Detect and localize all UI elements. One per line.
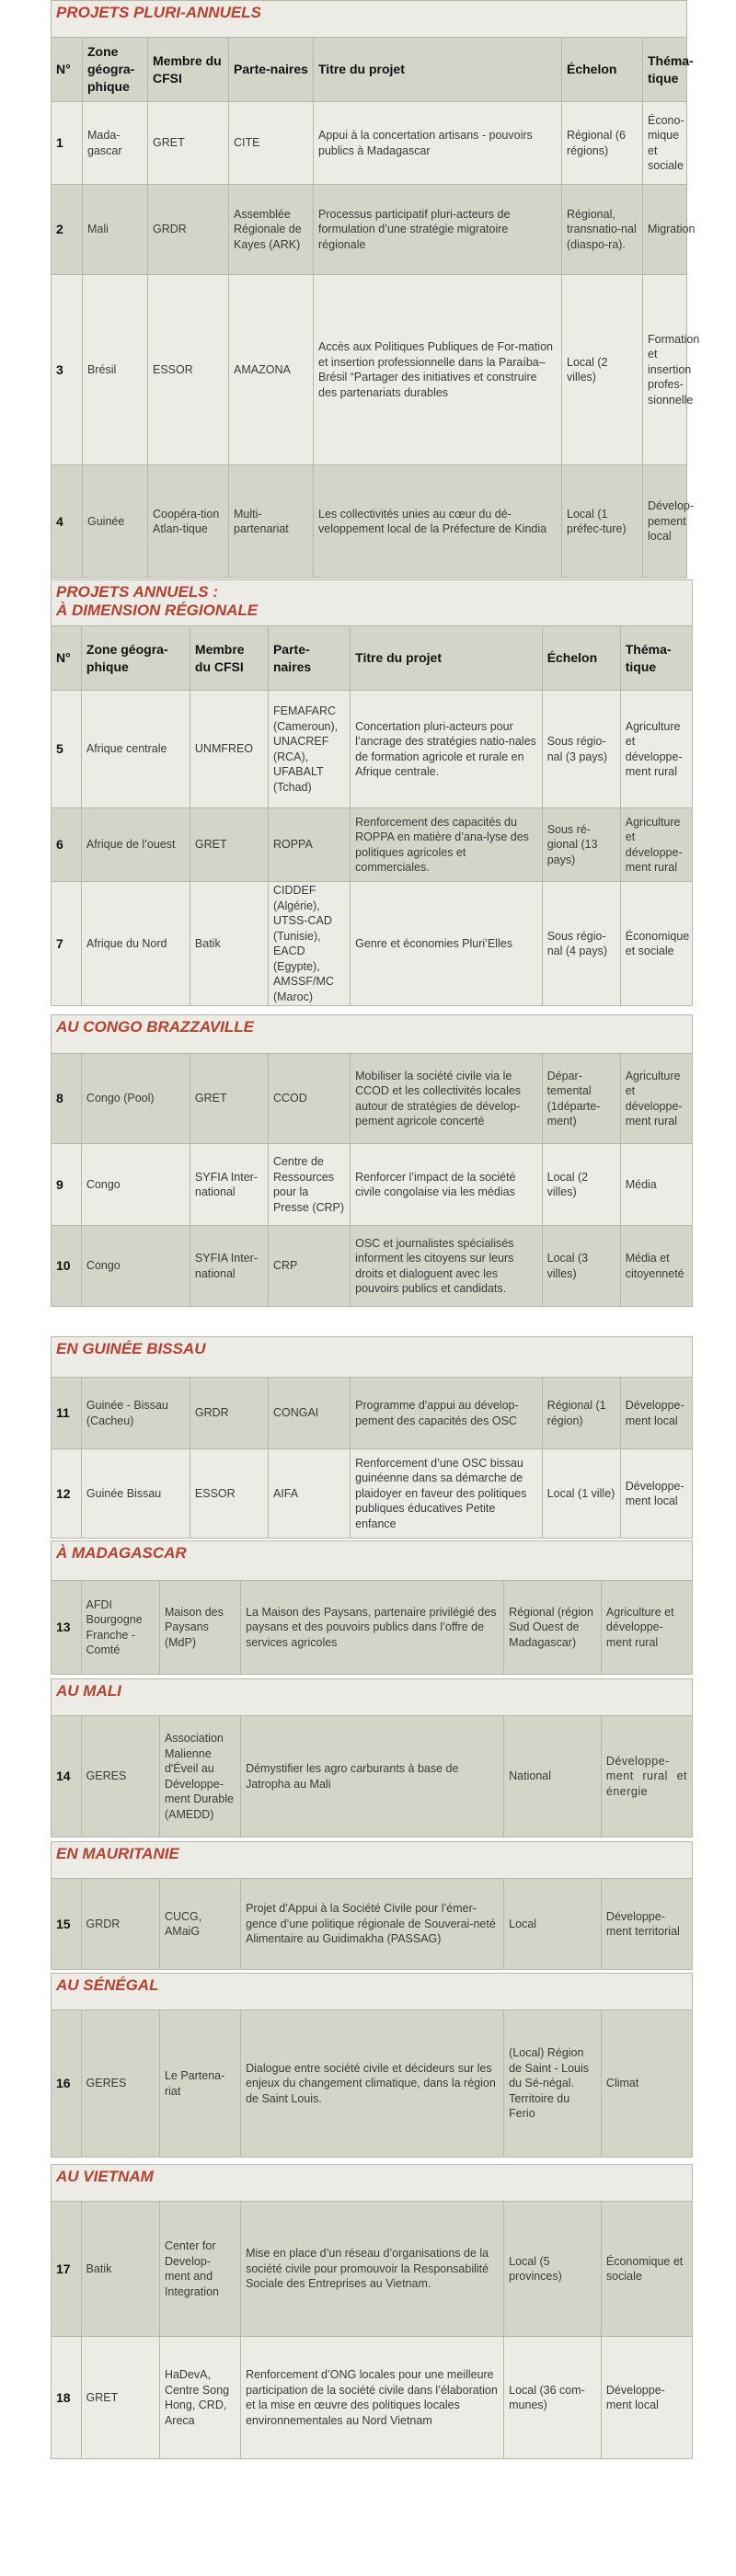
header-zone: Zone géogra-phique [81,626,190,691]
cell-partenaires: Centre de Ressources pour la Presse (CRP) [268,1144,350,1226]
cell-partenaires: HaDevA, Centre Song Hong, CRD, Areca [159,2337,240,2459]
table-row [52,102,687,185]
table-row [52,275,687,465]
header-titre: Titre du projet [314,38,562,102]
cell-echelon: Local (3 villes) [542,1226,620,1307]
cell-thematique: Développe-ment local [601,2337,692,2459]
header-echelon: Échelon [562,38,643,102]
cell-zone: Congo [81,1144,190,1226]
header-partenaires: Parte-naires [229,38,314,102]
cell-num: 17 [52,2202,82,2337]
cell-titre: Concertation pluri-acteurs pour l’ancrage des stratégies natio-nales de formation agricole et rurale en Afrique centrale. [351,691,543,808]
cell-membre: SYFIA Inter-national [190,1144,268,1226]
cell-partenaires: CIDDEF (Algérie), UTSS-CAD (Tunisie), EACD (Egypte), AMSSF/MC (Maroc) [268,882,350,1006]
cell-thematique: Agriculture et développe-ment rural [620,691,692,808]
cell-thematique: Économique et sociale [620,882,692,1006]
cell-echelon: Régional (1 région) [542,1378,620,1449]
table-mauritanie [51,1841,693,1970]
cell-titre: Renforcer l’impact de la société civile congolaise via les médias [351,1144,543,1226]
table-row [52,808,693,882]
cell-zone: Guinée - Bissau (Cacheu) [81,1378,190,1449]
cell-thematique: Développe-ment local [620,1449,692,1539]
table-madagascar [51,1540,693,1675]
cell-titre: OSC et journalistes spécialisés informent les citoyens sur leurs droits et dialoguent avec les pouvoirs publics et candidats. [351,1226,543,1307]
header-membre: Membre du CFSI [148,38,229,102]
cell-thematique: Climat [601,2010,692,2158]
cell-num: 10 [52,1226,82,1307]
table-projets-pluri-annuels [51,0,700,578]
cell-num: 15 [52,1879,82,1970]
table-row [52,185,687,275]
table-row [52,691,693,808]
table-row [52,1144,693,1226]
cell-membre: Coopéra-tion Atlan-tique [148,465,229,578]
cell-partenaires: Le Partena-riat [159,2010,240,2158]
cell-echelon: Local [504,1879,602,1970]
cell-thematique: Formation et insertion profes-sionnelle [643,275,687,465]
cell-thematique: Média et citoyenneté [620,1226,692,1307]
section-title-line-1: PROJETS ANNUELS : [56,583,219,601]
section-title-line-2: À DIMENSION RÉGIONALE [56,601,259,619]
cell-partenaires: CUCG, AMaiG [159,1879,240,1970]
table-congo-brazzaville [51,1014,693,1307]
cell-echelon: Régional (6 régions) [562,102,643,185]
cell-num: 4 [52,465,83,578]
cell-membre: Batik [190,882,268,1006]
table-senegal [51,1973,693,2158]
cell-zone: Afrique centrale [81,691,190,808]
cell-zone: Congo [81,1226,190,1307]
cell-zone: Mada-gascar [83,102,148,185]
header-partenaires: Parte-naires [268,626,350,691]
cell-titre: Programme d'appui au dévelop-pement des capacités des OSC [351,1378,543,1449]
cell-thematique: Migration [643,185,687,275]
cell-num: 7 [52,882,82,1006]
cell-num: 9 [52,1144,82,1226]
cell-membre: ESSOR [190,1449,268,1539]
header-echelon: Échelon [542,626,620,691]
cell-num: 3 [52,275,83,465]
cell-membre: GERES [81,1716,159,1838]
cell-titre: Mobiliser la société civile via le CCOD et les collectivités locales autour de stratégies de dévelop-pement agricole concerté [351,1054,543,1144]
table-row [52,1879,693,1970]
header-thematique: Théma-tique [643,38,687,102]
cell-membre: SYFIA Inter-national [190,1226,268,1307]
cell-thematique: Agriculture et développe-ment rural [601,1581,692,1675]
cell-membre: GRET [190,808,268,882]
header-membre: Membre du CFSI [190,626,268,691]
cell-echelon: Local (5 provinces) [504,2202,602,2337]
cell-partenaires: Center for Develop-ment and Integration [159,2202,240,2337]
header-thematique: Théma-tique [620,626,692,691]
section-title: À MADAGASCAR [52,1541,693,1581]
cell-zone: Congo (Pool) [81,1054,190,1144]
cell-num: 6 [52,808,82,882]
section-title: AU MALI [52,1679,693,1716]
cell-echelon: Régional (région Sud Ouest de Madagascar) [504,1581,602,1675]
cell-zone: Guinée Bissau [81,1449,190,1539]
cell-partenaires: CONGAI [268,1378,350,1449]
cell-thematique: Écono-mique et sociale [643,102,687,185]
cell-zone: Afrique de l’ouest [81,808,190,882]
cell-echelon: Sous régio-nal (3 pays) [542,691,620,808]
cell-echelon: Local (2 villes) [562,275,643,465]
cell-thematique: Dévelop-pement local [643,465,687,578]
header-titre: Titre du projet [351,626,543,691]
table-row [52,882,693,1006]
table-row [52,2010,693,2158]
cell-echelon: Local (1 ville) [542,1449,620,1539]
section-title: AU SÉNÉGAL [52,1974,693,2010]
cell-num: 2 [52,185,83,275]
cell-num: 13 [52,1581,82,1675]
cell-membre: GRDR [190,1378,268,1449]
table-row [52,2337,693,2459]
cell-membre: ESSOR [148,275,229,465]
cell-num: 16 [52,2010,82,2158]
cell-titre: Les collectivités unies au cœur du dé-veloppement local de la Préfecture de Kindia [314,465,562,578]
cell-zone: Mali [83,185,148,275]
cell-partenaires: FEMAFARC (Cameroun), UNACREF (RCA), UFABALT (Tchad) [268,691,350,808]
cell-num: 8 [52,1054,82,1144]
header-num: N° [52,626,82,691]
cell-membre: UNMFREO [190,691,268,808]
cell-echelon: Local (2 villes) [542,1144,620,1226]
cell-thematique: Agriculture et développe-ment rural [620,808,692,882]
cell-num: 14 [52,1716,82,1838]
cell-membre: GRET [148,102,229,185]
cell-partenaires: Maison des Paysans (MdP) [159,1581,240,1675]
cell-num: 5 [52,691,82,808]
header-zone: Zone géogra-phique [83,38,148,102]
table-row [52,1226,693,1307]
cell-num: 12 [52,1449,82,1539]
cell-echelon: Local (36 com-munes) [504,2337,602,2459]
cell-titre: Accès aux Politiques Publiques de For-mation et insertion professionnelle dans la Paraíba– Brésil “Partager des initiatives et construire des partenariats durables [314,275,562,465]
cell-titre: La Maison des Paysans, partenaire privilégié des paysans et des pouvoirs publics dans l’offre de services agricoles [241,1581,504,1675]
cell-partenaires: CITE [229,102,314,185]
cell-membre: GRET [81,2337,159,2459]
cell-partenaires: CCOD [268,1054,350,1144]
cell-membre: AFDI Bourgogne Franche -Comté [81,1581,159,1675]
cell-membre: GRDR [81,1879,159,1970]
cell-thematique: Développe-ment local [620,1378,692,1449]
table-vietnam [51,2164,693,2459]
section-title: EN GUINÉE BISSAU [52,1337,693,1378]
cell-partenaires: CRP [268,1226,350,1307]
cell-titre: Renforcement des capacités du ROPPA en matière d’ana-lyse des politiques agricoles et commerciales. [351,808,543,882]
cell-titre: Projet d’Appui à la Société Civile pour l’émer-gence d’une politique régionale de Souverai-neté Alimentaire au Guidimakha (PASSAG) [241,1879,504,1970]
table-row [52,2202,693,2337]
cell-partenaires: AIFA [268,1449,350,1539]
cell-titre: Renforcement d’une OSC bissau guinéenne dans sa démarche de plaidoyer en faveur des politiques publiques éducatives Petite enfance [351,1449,543,1539]
table-row [52,1581,693,1675]
cell-titre: Mise en place d’un réseau d’organisations de la société civile pour promouvoir la Responsabilité Sociale des Entreprises au Vietnam. [241,2202,504,2337]
cell-echelon: Sous régio-nal (4 pays) [542,882,620,1006]
cell-zone: Brésil [83,275,148,465]
cell-titre: Genre et économies Pluri’Elles [351,882,543,1006]
cell-zone: Guinée [83,465,148,578]
cell-thematique: Économique et sociale [601,2202,692,2337]
cell-num: 1 [52,102,83,185]
cell-membre: GERES [81,2010,159,2158]
cell-num: 11 [52,1378,82,1449]
cell-partenaires: AMAZONA [229,275,314,465]
cell-titre: Appui à la concertation artisans - pouvoirs publics à Madagascar [314,102,562,185]
section-title [52,580,693,626]
cell-echelon: Sous ré-gional (13 pays) [542,808,620,882]
table-row [52,1449,693,1539]
table-row [52,1378,693,1449]
cell-partenaires: Multi-partenariat [229,465,314,578]
cell-num: 18 [52,2337,82,2459]
cell-partenaires: Association Malienne d'Éveil au Développe-ment Durable (AMEDD) [159,1716,240,1838]
table-projets-annuels-regionale [51,579,693,1006]
cell-titre: Processus participatif pluri-acteurs de formulation d’une stratégie migratoire régionale [314,185,562,275]
table-mali [51,1678,693,1838]
cell-membre: GRET [190,1054,268,1144]
cell-partenaires: Assemblée Régionale de Kayes (ARK) [229,185,314,275]
cell-echelon: Dépar-temental (1départe-ment) [542,1054,620,1144]
cell-thematique: Développe-ment rural et énergie [601,1716,692,1838]
cell-titre: Renforcement d’ONG locales pour une meilleure participation de la société civile dans l’élaboration et la mise en œuvre des politiques locales environnementales au Nord Vietnam [241,2337,504,2459]
cell-titre: Démystifier les agro carburants à base de Jatropha au Mali [241,1716,504,1838]
table-row [52,1054,693,1144]
section-title: PROJETS PLURI-ANNUELS [52,1,687,38]
cell-echelon: National [504,1716,602,1838]
cell-thematique: Média [620,1144,692,1226]
cell-titre: Dialogue entre société civile et décideurs sur les enjeux du changement climatique, dans la région de Saint Louis. [241,2010,504,2158]
cell-membre: Batik [81,2202,159,2337]
cell-echelon: Local (1 préfec-ture) [562,465,643,578]
cell-thematique: Agriculture et développe-ment rural [620,1054,692,1144]
section-title: EN MAURITANIE [52,1842,693,1879]
cell-thematique: Développe-ment territorial [601,1879,692,1970]
cell-echelon: Régional, transnatio-nal (diaspo-ra). [562,185,643,275]
section-title: AU VIETNAM [52,2165,693,2202]
cell-partenaires: ROPPA [268,808,350,882]
section-title: AU CONGO BRAZZAVILLE [52,1015,693,1054]
header-num: N° [52,38,83,102]
cell-membre: GRDR [148,185,229,275]
table-row [52,465,687,578]
cell-echelon: (Local) Région de Saint - Louis du Sé-négal. Territoire du Ferio [504,2010,602,2158]
cell-zone: Afrique du Nord [81,882,190,1006]
table-guinee-bissau [51,1336,693,1539]
table-row [52,1716,693,1838]
